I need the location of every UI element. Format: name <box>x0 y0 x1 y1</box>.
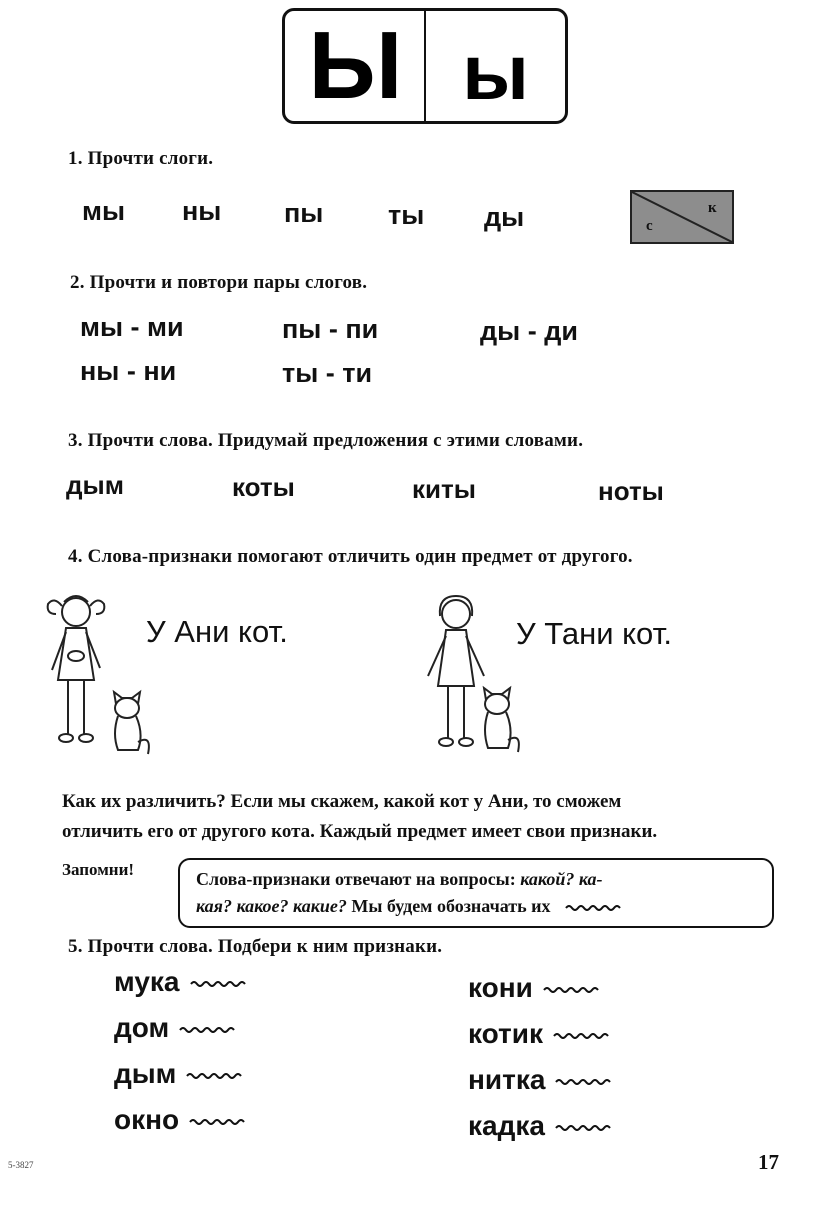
word-left: окно <box>114 1104 245 1136</box>
task1-title: 1. Прочти слоги. <box>68 148 214 169</box>
page-number: 17 <box>758 1150 779 1174</box>
syllable-scheme-card <box>630 190 734 244</box>
rule-question2: кая? какое? какие? <box>196 896 347 916</box>
print-code: 5-3827 <box>8 1160 34 1170</box>
task4-title: 4. Слова-признаки помогают отличить один предмет от другого. <box>68 546 633 567</box>
rule-part1: Слова-признаки отвечают на вопросы: <box>196 869 516 889</box>
cat-illustration <box>484 688 519 752</box>
task4-text-line2: отличить его от другого кота. Каждый предмет имеет свои признаки. <box>62 821 658 842</box>
wavy-underline-icon <box>189 1117 245 1127</box>
syllable: ды <box>484 202 525 232</box>
syllable-pair: ды - ди <box>480 316 578 346</box>
girl-ani-illustration <box>44 584 154 760</box>
word: коты <box>232 472 295 502</box>
rule-part2: Мы будем обозначать их <box>351 896 551 916</box>
syllable-pair: ны - ни <box>80 356 177 386</box>
syllable: пы <box>284 198 324 228</box>
syllable: мы <box>82 196 126 226</box>
wavy-underline-icon <box>543 985 603 995</box>
wavy-underline-icon <box>555 1123 615 1133</box>
task4-text-line1: Как их различить? Если мы скажем, какой кот у Ани, то сможем <box>62 791 622 812</box>
wavy-underline-icon <box>186 1071 242 1081</box>
wavy-underline-icon <box>179 1025 235 1035</box>
letter-card <box>282 8 568 124</box>
task3-title: 3. Прочти слова. Придумай предложения с этими словами. <box>68 430 584 451</box>
word-right: котик <box>468 1018 613 1050</box>
word-left: дом <box>114 1012 235 1044</box>
card-letter-left: с <box>646 218 653 234</box>
card-letter-right: к <box>708 200 717 216</box>
letter-lowercase: ы <box>462 27 529 116</box>
cat-illustration <box>114 692 149 754</box>
girl-tani-illustration <box>420 590 530 760</box>
wavy-underline-icon <box>555 1077 615 1087</box>
letter-uppercase: Ы <box>308 12 401 119</box>
word: дым <box>66 470 124 500</box>
word-right: нитка <box>468 1064 615 1096</box>
caption-tani: У Тани кот. <box>516 616 672 651</box>
syllable: ны <box>182 196 222 226</box>
word: ноты <box>598 476 664 506</box>
remember-label: Запомни! <box>62 860 135 879</box>
word-right: кадка <box>468 1110 615 1142</box>
task5-title: 5. Прочти слова. Подбери к ним признаки. <box>68 936 443 957</box>
rule-box <box>178 858 774 928</box>
syllable-pair: ты - ти <box>282 358 373 388</box>
wavy-underline-icon <box>190 979 246 989</box>
word: киты <box>412 474 476 504</box>
word-right: кони <box>468 972 603 1004</box>
syllable-pair: пы - пи <box>282 314 379 344</box>
caption-ani: У Ани кот. <box>146 614 288 649</box>
wavy-underline-icon <box>565 903 623 913</box>
task2-title: 2. Прочти и повтори пары слогов. <box>70 272 368 293</box>
word-left: дым <box>114 1058 242 1090</box>
rule-question1: какой? ка- <box>520 869 603 889</box>
syllable-pair: мы - ми <box>80 312 184 342</box>
wavy-underline-icon <box>553 1031 613 1041</box>
word-left: мука <box>114 966 246 998</box>
syllable: ты <box>388 200 425 230</box>
